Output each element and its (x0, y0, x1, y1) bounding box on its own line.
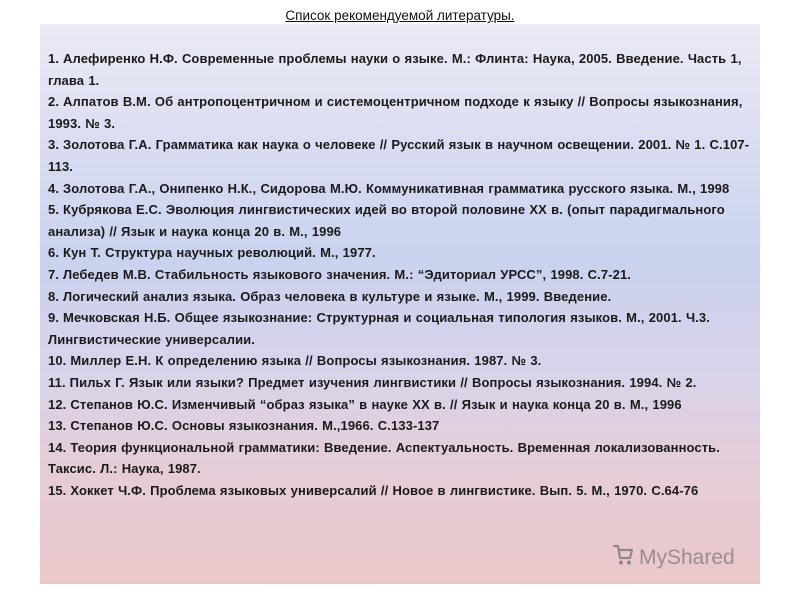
reference-text: Пильх Г. Язык или языки? Предмет изучения лингвистики // Вопросы языкознания. 1994. № 2. (69, 374, 697, 390)
reference-text: Алпатов В.М. Об антропоцентричном и системоцентричном подходе к языку // Вопросы языкознания, 1993. № 3. (48, 94, 743, 131)
page-title (0, 8, 800, 23)
reference-item (48, 437, 760, 480)
reference-text: Степанов Ю.С. Изменчивый “образ языка” в науке ХХ в. // Язык и наука конца 20 в. М., 1996 (70, 396, 682, 412)
reference-item (48, 242, 760, 264)
reference-number: 1. (48, 51, 60, 66)
myshared-watermark (612, 544, 735, 572)
reference-number: 10. (48, 353, 67, 369)
reference-text: Лебедев М.В. Стабильность языкового значения. М.: “Эдиториал УРСС”, 1998. С.7-21. (63, 266, 632, 282)
reference-number: 14. (48, 439, 67, 455)
reference-text: Алефиренко Н.Ф. Современные проблемы науки о языке. М.: Флинта: Наука, 2005. Введение. Часть 1, глава 1. (48, 51, 742, 88)
reference-text: Кубрякова Е.С. Эволюция лингвистических идей во второй половине ХХ в. (опыт парадигмального анализа) // Язык и наука конца 20 в. М., 1996 (48, 202, 725, 239)
reference-text: Степанов Ю.С. Основы языкознания. М.,1966. С.133-137 (70, 418, 440, 434)
reference-text: Хоккет Ч.Ф. Проблема языковых универсалий // Новое в лингвистике. Вып. 5. М., 1970. С.64-76 (70, 482, 699, 498)
reference-number: 9. (48, 310, 60, 326)
reference-item (48, 286, 760, 308)
watermark-text: MyShared (639, 546, 735, 569)
reference-number: 8. (48, 288, 60, 304)
reference-number: 7. (48, 266, 60, 282)
reference-item (48, 48, 760, 91)
reference-text: Миллер Е.Н. К определению языка // Вопросы языкознания. 1987. № 3. (70, 353, 542, 369)
reference-text: Мечковская Н.Б. Общее языкознание: Структурная и социальная типология языков. М., 2001. Ч.3. Лингвистические универсалии. (48, 310, 710, 347)
reference-number: 15. (48, 482, 67, 498)
reference-item (48, 480, 760, 502)
reference-item (48, 91, 760, 134)
reference-text: Логический анализ языка. Образ человека в культуре и языке. М., 1999. Введение. (63, 288, 612, 304)
shopping-cart-icon (612, 543, 639, 573)
reference-number: 11. (48, 374, 66, 390)
reference-item (48, 199, 760, 242)
reference-number: 12. (48, 396, 67, 412)
reference-list (48, 48, 760, 501)
reference-item (48, 394, 760, 416)
reference-number: 2. (48, 94, 60, 110)
reference-item (48, 178, 760, 200)
reference-text: Теория функциональной грамматики: Введение. Аспектуальность. Временная локализованность. Таксис. Л.: Наука, 1987. (48, 439, 720, 477)
reference-text: Золотова Г.А. Грамматика как наука о человеке // Русский язык в научном освещении. 2001. № 1. С.107-113. (48, 137, 750, 174)
reference-item (48, 134, 760, 177)
reference-number: 3. (48, 137, 60, 153)
reference-item (48, 350, 760, 372)
reference-text: Кун Т. Структура научных революций. М., 1977. (63, 245, 376, 261)
reference-item (48, 264, 760, 286)
reference-item (48, 415, 760, 437)
reference-number: 6. (48, 245, 60, 261)
reference-number: 4. (48, 180, 60, 196)
reference-item (48, 307, 760, 350)
reference-number: 5. (48, 202, 60, 218)
reference-number: 13. (48, 418, 67, 434)
reference-text: Золотова Г.А., Онипенко Н.К., Сидорова М.Ю. Коммуникативная грамматика русского языка. М., 1998 (63, 180, 730, 196)
reference-item (48, 372, 760, 394)
page-title-text: Список рекомендуемой литературы. (285, 8, 515, 23)
